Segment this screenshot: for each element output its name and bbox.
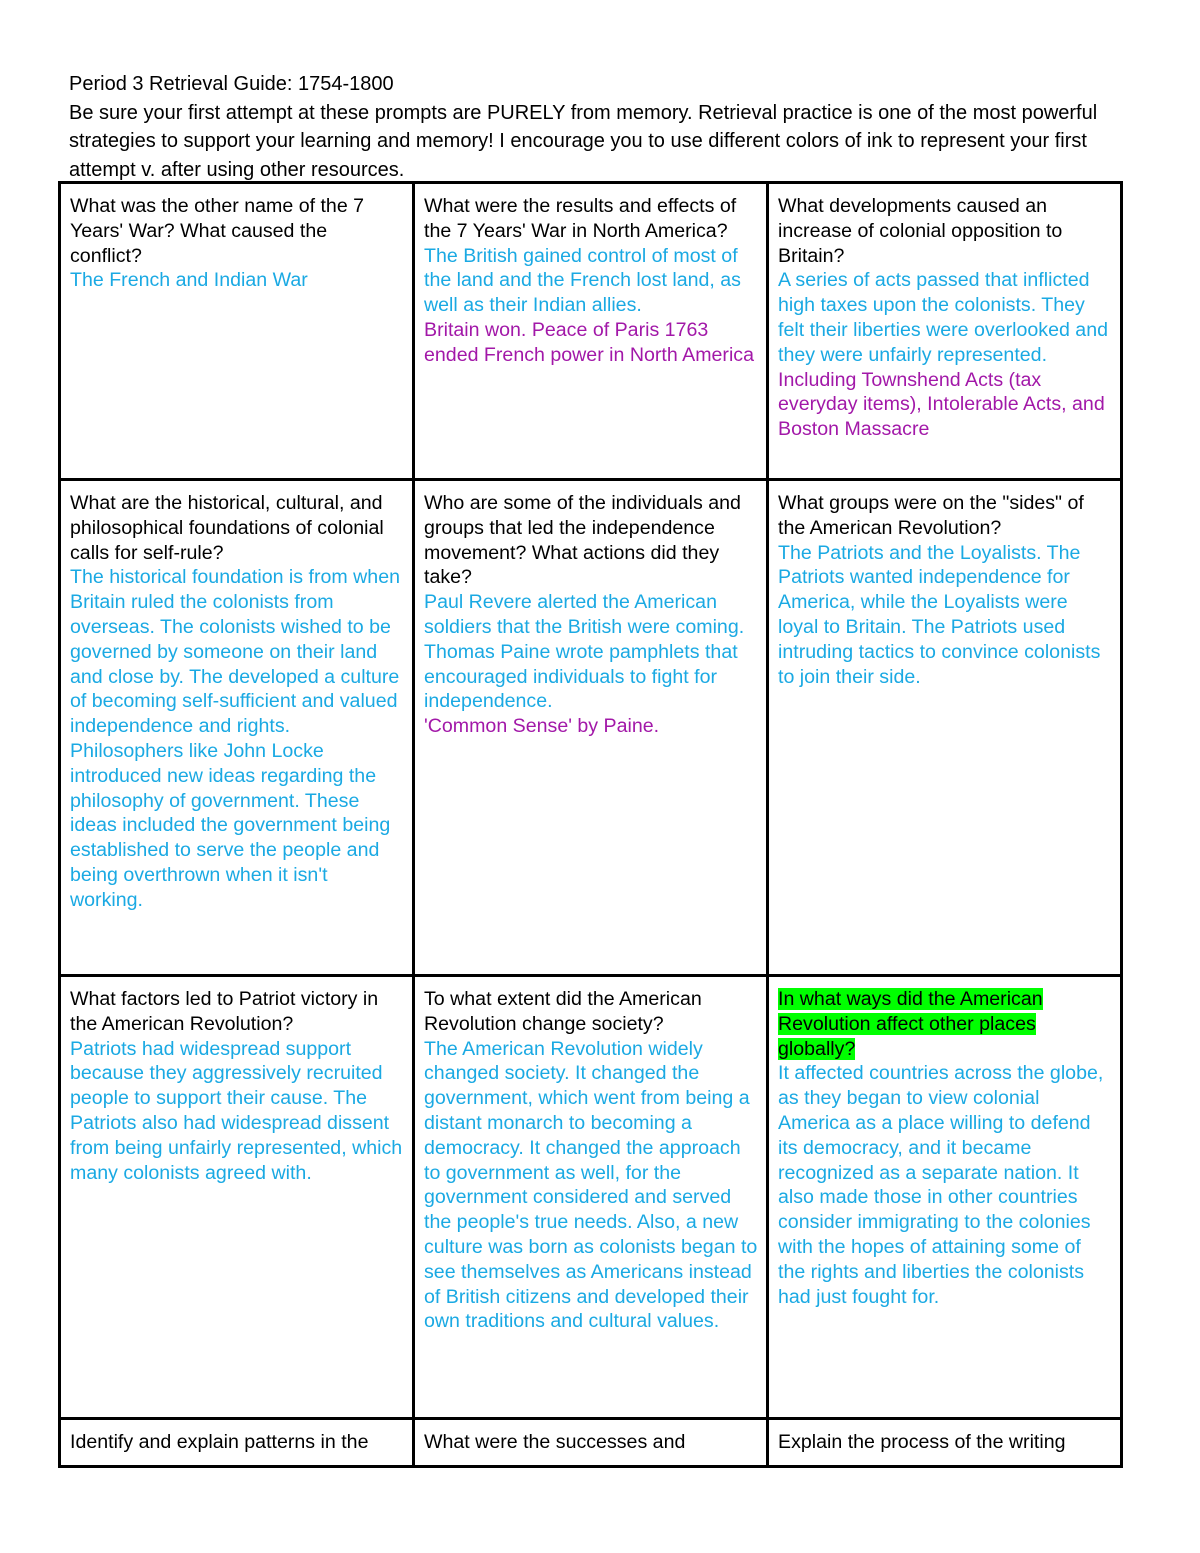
grid-cell xyxy=(768,976,1122,1419)
grid-cell xyxy=(414,183,768,480)
grid-cell xyxy=(414,480,768,976)
answer-after-resources: 'Common Sense' by Paine. xyxy=(424,715,660,738)
highlighted-question-text: In what ways did the American Revolution affect other places globally? xyxy=(778,988,1043,1060)
instructions-text: Be sure your first attempt at these prompts are PURELY from memory. Retrieval practice is one of the most powerful strategies to support your learning and memory! I encourage you to use different colors of ink to represent your first attempt v. after using other resources. xyxy=(69,101,1098,181)
grid-cell xyxy=(60,480,414,976)
question-text: What were the successes and xyxy=(424,1431,686,1453)
grid-cell xyxy=(768,480,1122,976)
grid-row xyxy=(60,1419,1122,1467)
grid-row xyxy=(60,480,1122,976)
question-text: Who are some of the individuals and groups that led the independence movement? What actions did they take? xyxy=(424,492,741,589)
answer-first-attempt: The French and Indian War xyxy=(70,269,308,292)
grid-row xyxy=(60,183,1122,480)
answer-first-attempt: A series of acts passed that inflicted high taxes upon the colonists. They felt their liberties were overlooked and they were unfairly represented. xyxy=(778,269,1109,366)
answer-after-resources: Britain won. Peace of Paris 1763 ended French power in North America xyxy=(424,318,754,366)
grid-cell xyxy=(414,976,768,1419)
question-text: To what extent did the American Revolution change society? xyxy=(424,988,702,1035)
grid-cell xyxy=(60,183,414,480)
answer-first-attempt: Paul Revere alerted the American soldiers that the British were coming. Thomas Paine wrote pamphlets that encouraged individuals to fight for independence. xyxy=(424,591,745,713)
answer-first-attempt: The Patriots and the Loyalists. The Patriots wanted independence for America, while the Loyalists were loyal to Britain. The Patriots used intruding tactics to convince colonists to join their side. xyxy=(778,541,1101,688)
question-text: What groups were on the "sides" of the American Revolution? xyxy=(778,492,1084,539)
grid-cell xyxy=(60,976,414,1419)
question-text: What was the other name of the 7 Years' War? What caused the conflict? xyxy=(70,195,365,267)
page-title: Period 3 Retrieval Guide: 1754-1800 xyxy=(69,73,394,95)
document-header xyxy=(69,70,1129,184)
answer-first-attempt: It affected countries across the globe, as they began to view colonial America as a place willing to defend its democracy, and it became recognized as a separate nation. It also made those in other countries consider immigrating to the colonies with the hopes of attaining some of the rights and liberties the colonists had just fought for. xyxy=(778,1062,1104,1308)
retrieval-grid xyxy=(58,181,1123,1468)
grid-row xyxy=(60,976,1122,1419)
grid-cell xyxy=(414,1419,768,1467)
answer-first-attempt: The historical foundation is from when Britain ruled the colonists from overseas. The colonists wished to be governed by someone on their land and close by. The developed a culture of becoming self-sufficient and valued independence and rights. Philosophers like John Locke introduced new ideas regarding the philosophy of government. These ideas included the government being established to serve the people and being overthrown when it isn't working. xyxy=(70,566,400,911)
answer-first-attempt: The British gained control of most of the land and the French lost land, as well as their Indian allies. xyxy=(424,244,741,317)
answer-first-attempt: Patriots had widespread support because they aggressively recruited people to support their cause. The Patriots also had widespread dissent from being unfairly represented, which many colonists agreed with. xyxy=(70,1037,403,1184)
grid-cell xyxy=(60,1419,414,1467)
question-text: Identify and explain patterns in the xyxy=(70,1431,369,1453)
question-text: What developments caused an increase of colonial opposition to Britain? xyxy=(778,195,1063,267)
grid-cell xyxy=(768,183,1122,480)
question-text: What factors led to Patriot victory in the American Revolution? xyxy=(70,988,379,1035)
question-text: What are the historical, cultural, and philosophical foundations of colonial calls for self-rule? xyxy=(70,492,384,564)
answer-after-resources: Including Townshend Acts (tax everyday items), Intolerable Acts, and Boston Massacre xyxy=(778,368,1105,441)
question-text: Explain the process of the writing xyxy=(778,1431,1066,1453)
grid-cell xyxy=(768,1419,1122,1467)
question-text: What were the results and effects of the 7 Years' War in North America? xyxy=(424,195,737,242)
answer-first-attempt: The American Revolution widely changed society. It changed the government, which went from being a distant monarch to becoming a democracy. It changed the approach to government as well, for the government considered and served the people's true needs. Also, a new culture was born as colonists began to see themselves as Americans instead of British citizens and developed their own traditions and cultural values. xyxy=(424,1037,758,1333)
